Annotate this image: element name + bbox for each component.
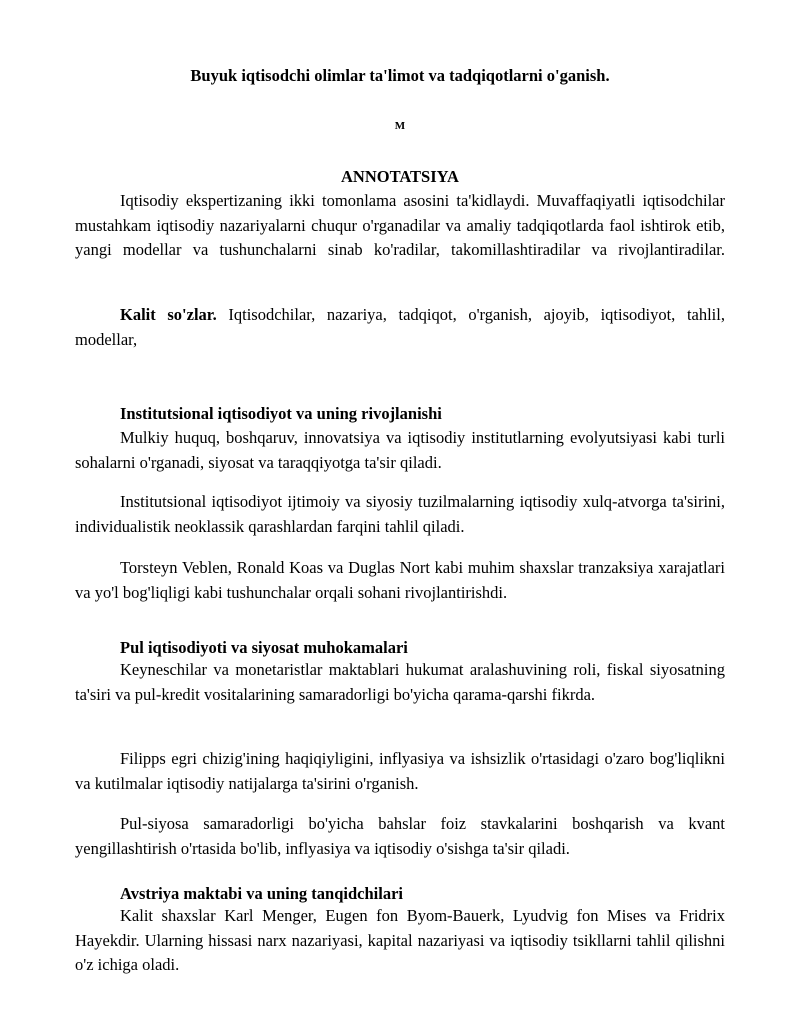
section-paragraph: Kalit shaxslar Karl Menger, Eugen fon Byom-Bauerk, Lyudvig fon Mises va Fridrix Hayekdir. Ularning hissasi narx nazariyasi, kapital nazariyasi va iqtisodiy tsikllarni tahlil qilishni o'z ichiga oladi. <box>75 906 725 975</box>
keywords-label: Kalit so'zlar. <box>120 305 217 324</box>
document-title: Buyuk iqtisodchi olimlar ta'limot va tadqiqotlarni o'ganish. <box>190 66 610 85</box>
section-paragraph: Pul-siyosa samaradorligi bo'yicha bahslar foiz stavkalarini boshqarish va kvant yengillashtirish o'rtasida bo'lib, inflyasiya va iqtisodiy o'sishga ta'sir qiladi. <box>75 814 725 858</box>
keywords-paragraph <box>75 303 725 352</box>
section-paragraph: Mulkiy huquq, boshqaruv, innovatsiya va iqtisodiy institutlarning evolyutsiyasi kabi turli sohalarni o'rganadi, siyosat va taraqqiyotga ta'sir qiladi. <box>75 428 725 472</box>
keywords-text: Iqtisodchilar, nazariya, tadqiqot, o'rganish, ajoyib, iqtisodiyot, tahlil, modellar, <box>75 305 725 349</box>
section-paragraph: Torsteyn Veblen, Ronald Koas va Duglas Nort kabi muhim shaxslar tranzaksiya xarajatlari va yo'l bog'liqligi kabi tushunchalar orqali sohani rivojlantirishdi. <box>75 558 725 602</box>
section-heading-monetary: Pul iqtisodiyoti va siyosat muhokamalari <box>120 638 408 657</box>
section-heading-institutional: Institutsional iqtisodiyot va uning rivojlanishi <box>120 404 442 423</box>
section-paragraph: Institutsional iqtisodiyot ijtimoiy va siyosiy tuzilmalarning iqtisodiy xulq-atvorga ta'sirini, individualistik neoklassik qarashlardan farqini tahlil qiladi. <box>75 492 725 536</box>
section-paragraph: Filipps egri chizig'ining haqiqiyligini, inflyasiya va ishsizlik o'rtasidagi o'zaro bog'liqlikni va kutilmalar iqtisodiy natijalarga ta'sirini o'rganish. <box>75 749 725 793</box>
annotation-heading: ANNOTATSIYA <box>341 167 459 186</box>
author-name: M <box>394 120 406 132</box>
section-paragraph: Keyneschilar va monetaristlar maktablari hukumat aralashuvining roli, fiskal siyosatning ta'siri va pul-kredit vositalarining samaradorligi bo'yicha qarama-qarshi fikrda. <box>75 660 725 704</box>
section-heading-austrian: Avstriya maktabi va uning tanqidchilari <box>120 884 403 903</box>
annotation-paragraph: Iqtisodiy ekspertizaning ikki tomonlama asosini ta'kidlaydi. Muvaffaqiyatli iqtisodchilar mustahkam iqtisodiy nazariyalarni chuqur o'rganadilar va amaliy tadqiqotlarda faol ishtirok etib, yangi modellar va tushunchalarni sinab ko'radilar, takomillashtiradilar va rivojlantiradilar. <box>75 191 725 260</box>
